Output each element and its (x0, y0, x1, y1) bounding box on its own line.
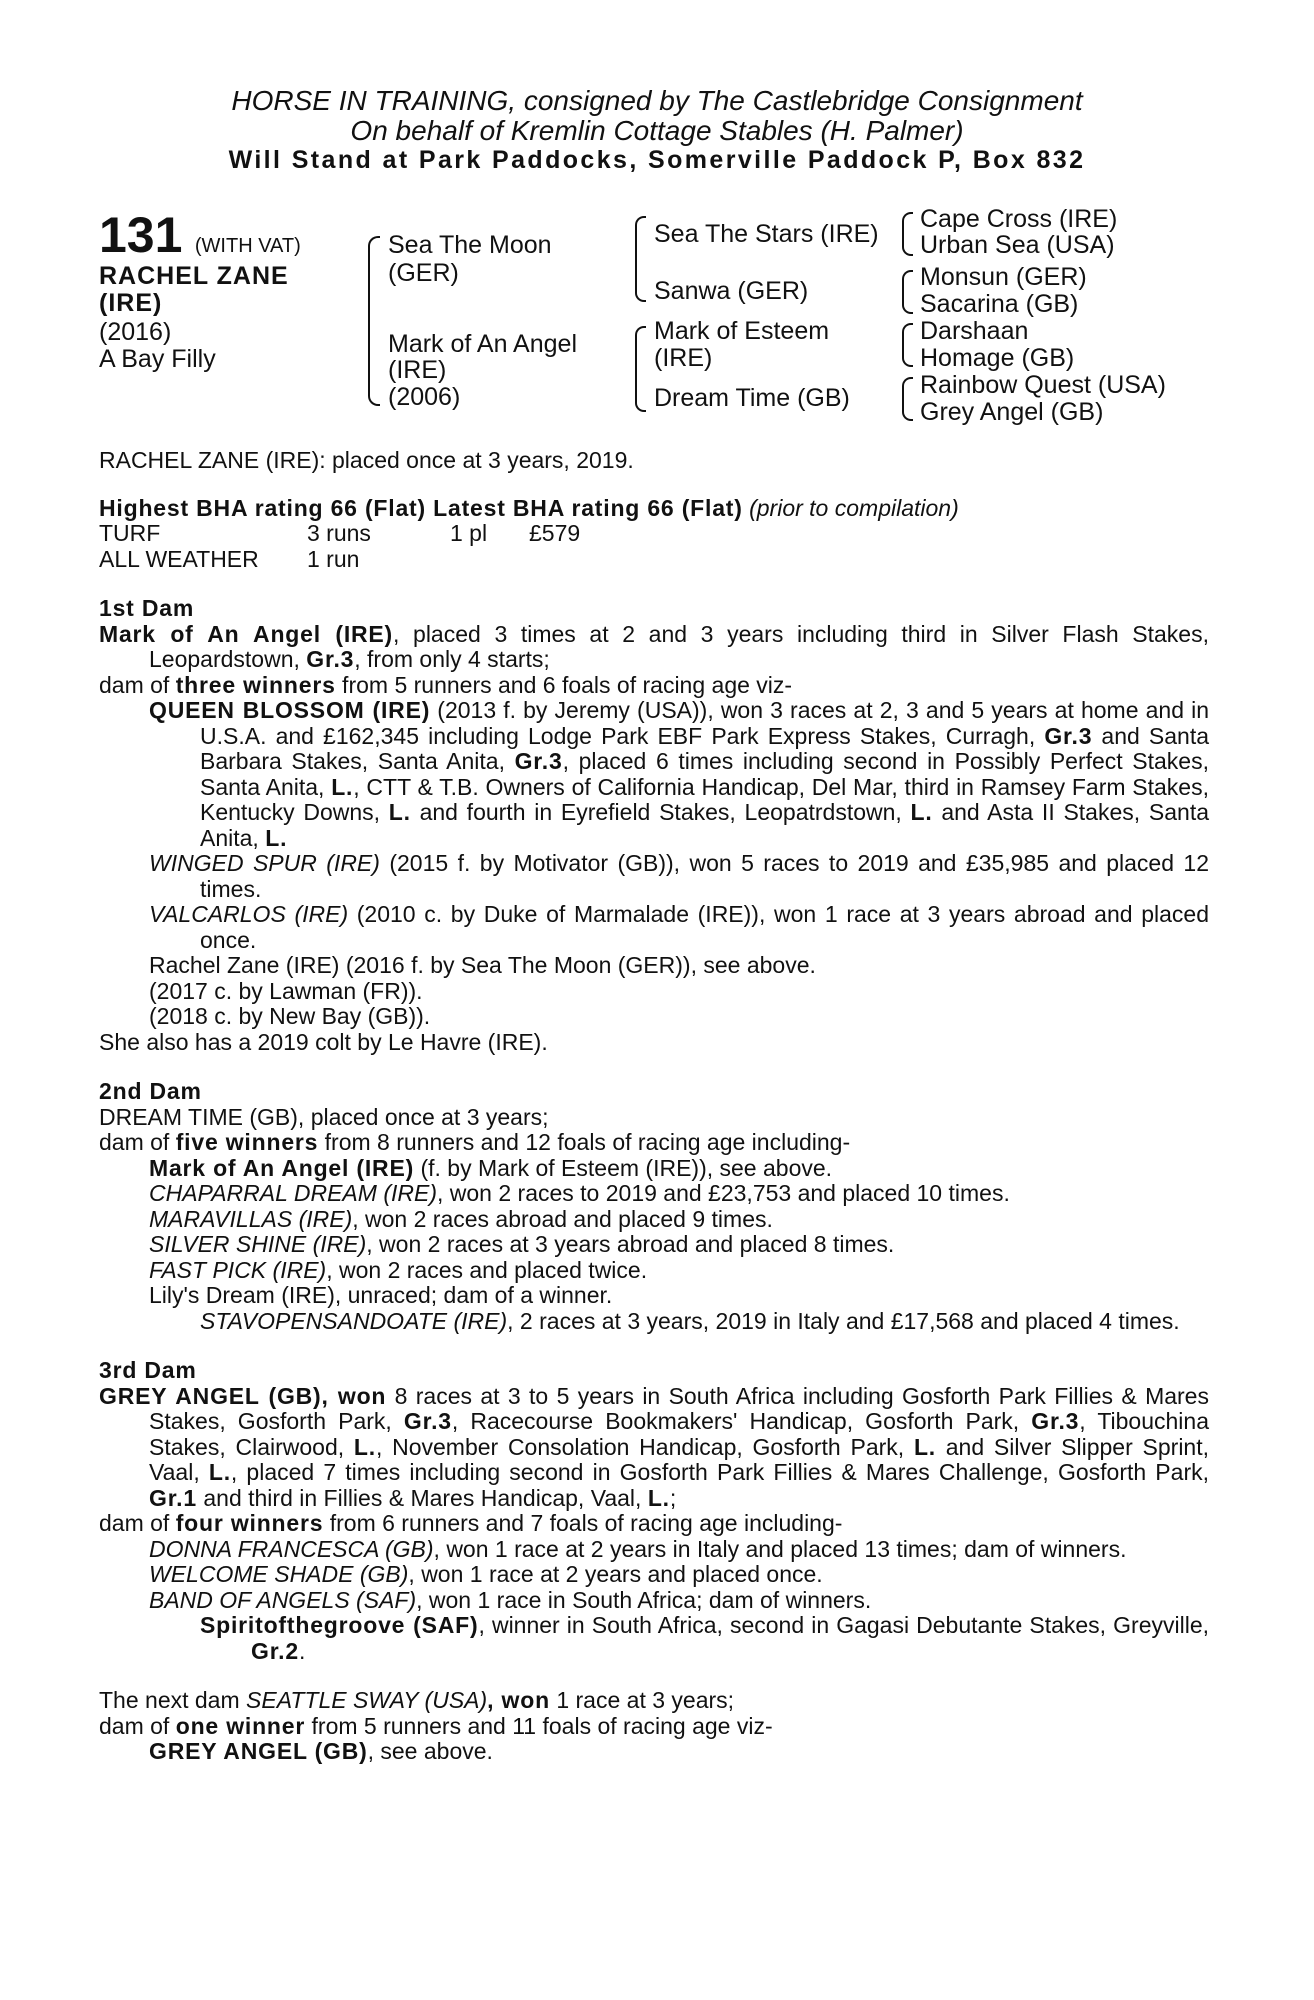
horse-origin: (IRE) (99, 289, 163, 317)
produce-2018: (2018 c. by New Bay (GB)). (149, 1003, 431, 1029)
dam-name: Mark of An Angel (388, 330, 578, 358)
second-dam-record: DREAM TIME (GB), placed once at 3 years; (99, 1103, 549, 1130)
sire-dam: Sanwa (GER) (654, 277, 809, 305)
second-dam-produce: dam of five winners from 8 runners and 12 foals of racing age including- (99, 1129, 851, 1155)
dam-sire-name: Mark of Esteem (654, 317, 830, 345)
third-dam-produce: dam of four winners from 6 runners and 7 foals of racing age including- (99, 1510, 843, 1536)
dam-year: (2006) (388, 383, 461, 411)
third-dam-record: GREY ANGEL (GB), won 8 races at 3 to 5 years in South Africa including Gosforth Park Fillies & Mares Stakes, Gosforth Park, Gr.3, Racecourse Bookmakers' Handicap, Gosforth Park, Gr.3, Tibouchina Stakes, Clairwood, L., November Consolation Handicap, Gosforth Park, L. and Silver Slipper Sprint, Vaal, L., placed 7 times including second in Gosforth Park Fillies & Mares Challenge, Gosforth Park, Gr.1 and third in Fillies & Mares Handicap, Vaal, L.; (99, 1382, 1209, 1511)
produce-2019-note: She also has a 2019 colt by Le Havre (IRE). (99, 1028, 548, 1055)
produce-chaparral-dream: CHAPARRAL DREAM (IRE), won 2 races to 2019 and £23,753 and placed 10 times. (149, 1180, 1010, 1206)
race-summary: RACHEL ZANE (IRE): placed once at 3 years, 2019. (99, 447, 634, 473)
all-weather-record: ALL WEATHER 1 run (99, 545, 360, 572)
pedigree-brace (902, 270, 913, 314)
produce-donna-francesca: DONNA FRANCESCA (GB), won 1 race at 2 years in Italy and placed 13 times; dam of winners. (149, 1535, 1127, 1562)
pedigree-brace (635, 216, 646, 302)
produce-valcarlos: VALCARLOS (IRE) (2010 c. by Duke of Marmalade (IRE)), won 1 race at 3 years abroad and placed once. (149, 901, 1209, 953)
grandsire-2: Urban Sea (USA) (920, 231, 1115, 259)
on-behalf-line: On behalf of Kremlin Cottage Stables (H. Palmer) (350, 115, 964, 146)
produce-rachel-zane: Rachel Zane (IRE) (2016 f. by Sea The Moon (GER)), see above. (149, 952, 816, 978)
dam-sire-origin: (IRE) (654, 344, 713, 372)
produce-spiritofthegroove: Spiritofthegroove (SAF), winner in South Africa, second in Gagasi Debutante Stakes, Greyville, Gr.2. (200, 1612, 1210, 1664)
sire-origin: (GER) (388, 259, 459, 287)
vat-note: (WITH VAT) (194, 235, 301, 257)
produce-band-of-angels: BAND OF ANGELS (SAF), won 1 race in South Africa; dam of winners. (149, 1586, 872, 1613)
produce-stavopensandoate: STAVOPENSANDOATE (IRE), 2 races at 3 years, 2019 in Italy and £17,568 and placed 4 times. (200, 1307, 1180, 1334)
produce-grey-angel: GREY ANGEL (GB), see above. (149, 1738, 493, 1764)
rating-line: Highest BHA rating 66 (Flat) Latest BHA rating 66 (Flat) (prior to compilation) (99, 494, 959, 521)
next-dam-produce: dam of one winner from 5 runners and 11 foals of racing age viz- (99, 1712, 773, 1739)
turf-record: TURF 3 runs 1 pl £579 (99, 520, 581, 546)
grandsire-8: Grey Angel (GB) (920, 398, 1104, 426)
first-dam-record: Mark of An Angel (IRE), placed 3 times at 2 and 3 years including third in Silver Flash Stakes, Leopardstown, Gr.3, from only 4 starts; (99, 620, 1209, 672)
dam-dam: Dream Time (GB) (654, 384, 850, 412)
grandsire-4: Sacarina (GB) (920, 290, 1079, 318)
produce-winged-spur: WINGED SPUR (IRE) (2015 f. by Motivator (GB)), won 5 races to 2019 and £35,985 and placed 12 times. (149, 850, 1209, 902)
pedigree-brace (902, 323, 913, 367)
produce-maravillas: MARAVILLAS (IRE), won 2 races abroad and placed 9 times. (149, 1205, 773, 1232)
horse-name: RACHEL ZANE (99, 262, 289, 290)
first-dam-produce: dam of three winners from 5 runners and 6 foals of racing age viz- (99, 671, 793, 698)
next-dam-record: The next dam SEATTLE SWAY (USA), won 1 race at 3 years; (99, 1687, 735, 1713)
grandsire-3: Monsun (GER) (920, 263, 1087, 291)
produce-queen-blossom: QUEEN BLOSSOM (IRE) (2013 f. by Jeremy (USA)), won 3 races at 2, 3 and 5 years at home and in U.S.A. and £162,345 including Lodge Park EBF Park Express Stakes, Curragh, Gr.3 and Santa Barbara Stakes, Santa Anita, Gr.3, placed 6 times including second in Possibly Perfect Stakes, Santa Anita, L., CTT & T.B. Owners of California Handicap, Del Mar, third in Ramsey Farm Stakes, Kentucky Downs, L. and fourth in Eyrefield Stakes, Leopatrdstown, L. and Asta II Stakes, Santa Anita, L. (149, 697, 1209, 851)
sire-sire: Sea The Stars (IRE) (654, 220, 879, 248)
produce-mark-of-an-angel: Mark of An Angel (IRE) (f. by Mark of Esteem (IRE)), see above. (149, 1154, 833, 1181)
dam-origin: (IRE) (388, 356, 447, 384)
consignor-line: HORSE IN TRAINING, consigned by The Castlebridge Consignment (231, 85, 1083, 116)
produce-welcome-shade: WELCOME SHADE (GB), won 1 race at 2 years and placed once. (149, 1561, 823, 1587)
grandsire-5: Darshaan (920, 317, 1029, 345)
pedigree-brace (902, 377, 913, 421)
stand-location-line: Will Stand at Park Paddocks, Somerville Paddock P, Box 832 (228, 146, 1086, 174)
produce-silver-shine: SILVER SHINE (IRE), won 2 races at 3 years abroad and placed 8 times. (149, 1231, 895, 1257)
third-dam-heading: 3rd Dam (99, 1357, 197, 1383)
pedigree-brace (368, 236, 380, 406)
catalogue-body (99, 448, 1209, 1765)
pedigree-brace (902, 212, 913, 256)
produce-lilys-dream: Lily's Dream (IRE), unraced; dam of a winner. (149, 1282, 613, 1308)
pedigree-brace (635, 326, 646, 412)
produce-2017: (2017 c. by Lawman (FR)). (149, 977, 423, 1004)
lot-number: 131 (99, 207, 183, 263)
grandsire-7: Rainbow Quest (USA) (920, 371, 1166, 399)
grandsire-1: Cape Cross (IRE) (920, 205, 1118, 233)
sire-name: Sea The Moon (388, 231, 552, 259)
lot-heading (99, 207, 301, 263)
grandsire-6: Homage (GB) (920, 344, 1075, 372)
first-dam-heading: 1st Dam (99, 595, 195, 621)
horse-description: A Bay Filly (99, 345, 216, 373)
second-dam-heading: 2nd Dam (99, 1078, 202, 1104)
horse-year: (2016) (99, 318, 172, 346)
produce-fast-pick: FAST PICK (IRE), won 2 races and placed twice. (149, 1256, 648, 1283)
